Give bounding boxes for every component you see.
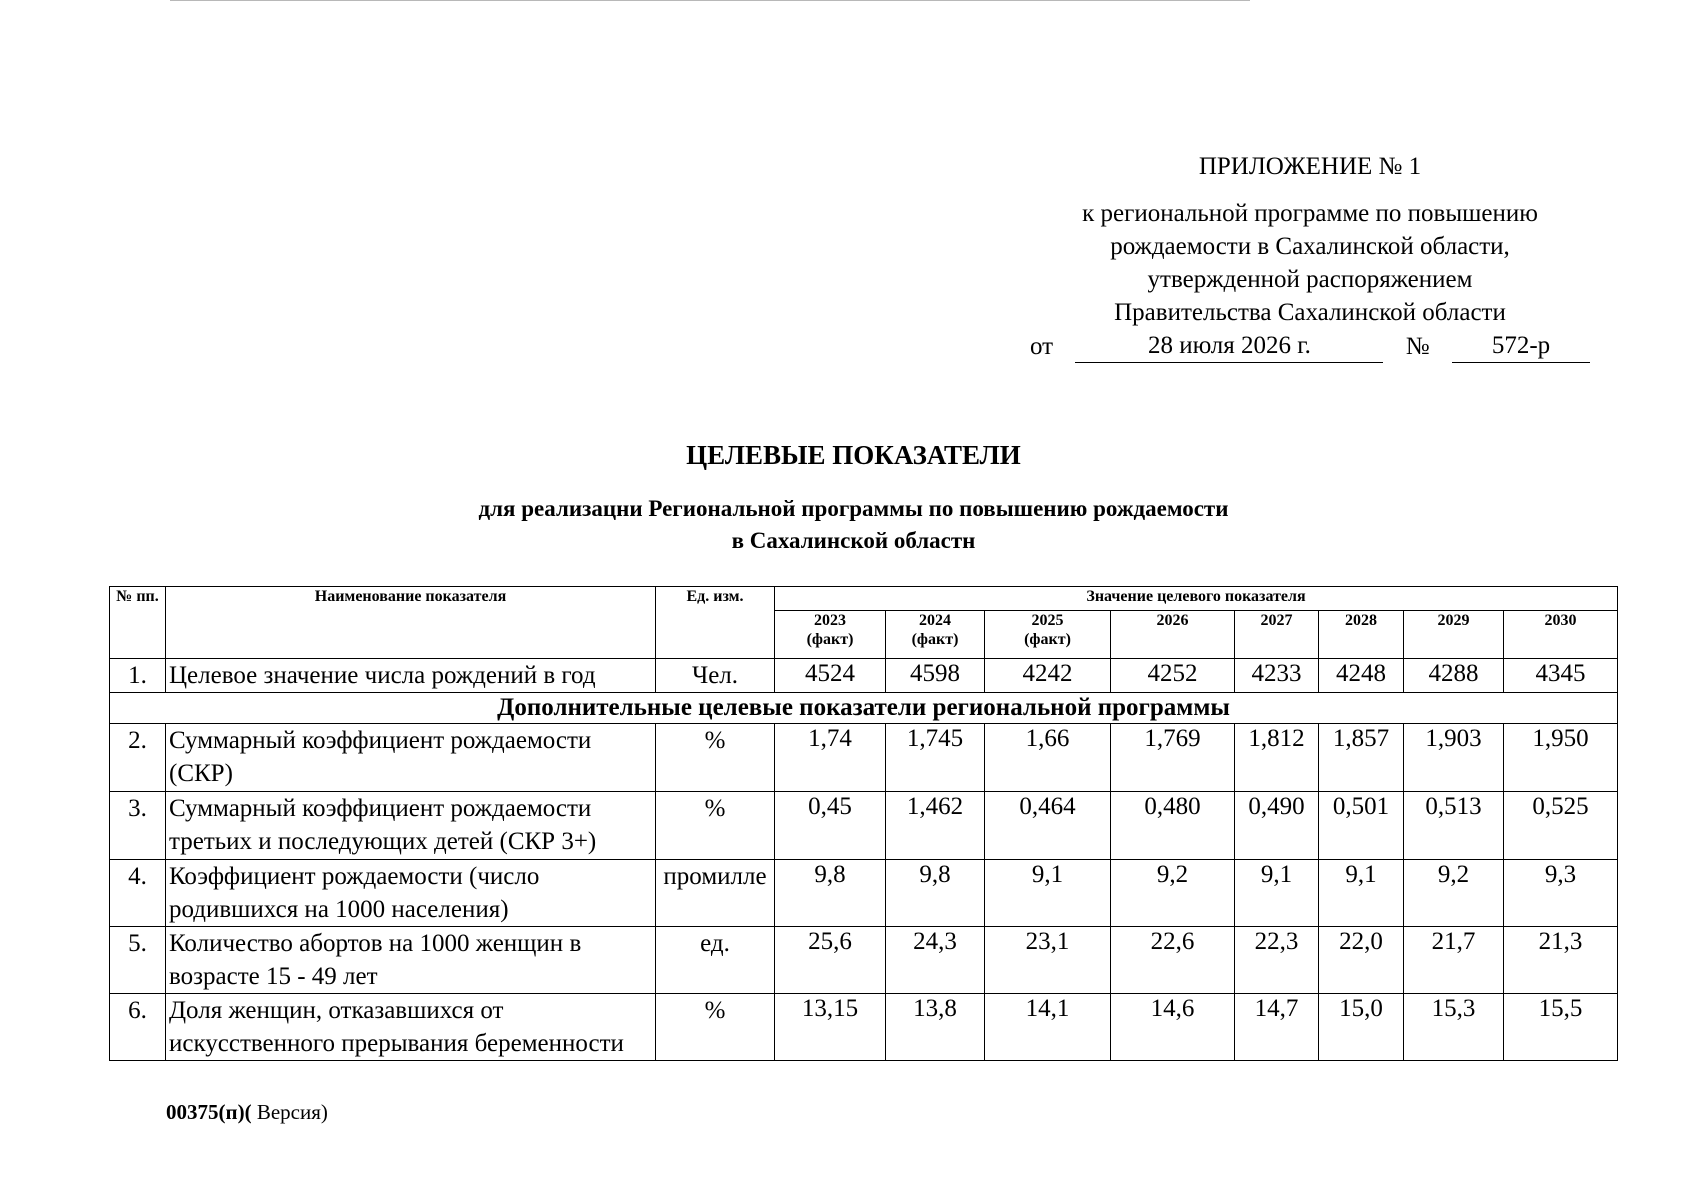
header-values: Значение целевого показателя	[775, 587, 1618, 611]
value-cell: 22,6	[1111, 927, 1235, 994]
appendix-block	[1000, 150, 1620, 363]
value-cell: 4288	[1404, 659, 1504, 693]
value-cell: 1,745	[886, 724, 985, 792]
value-cell: 9,8	[886, 860, 985, 927]
value-cell: 1,462	[886, 792, 985, 860]
value-cell: 9,1	[1319, 860, 1404, 927]
value-cell: 23,1	[985, 927, 1111, 994]
year-header: 2029	[1404, 611, 1504, 659]
order-date: 28 июля 2026 г.	[1075, 329, 1383, 363]
order-number: 572-р	[1452, 329, 1590, 363]
table-row	[110, 659, 1618, 693]
value-cell: 4345	[1504, 659, 1618, 693]
section-heading: Дополнительные целевые показатели региональной программы	[110, 693, 1618, 724]
value-cell: 1,74	[775, 724, 886, 792]
indicator-unit: %	[656, 994, 775, 1061]
row-number: 5.	[110, 927, 166, 994]
table-row	[110, 994, 1618, 1061]
value-cell: 21,7	[1404, 927, 1504, 994]
value-cell: 15,5	[1504, 994, 1618, 1061]
indicator-unit: Чел.	[656, 659, 775, 693]
appendix-line: рождаемости в Сахалинской области,	[1110, 233, 1510, 260]
value-cell: 1,950	[1504, 724, 1618, 792]
table-row	[110, 927, 1618, 994]
value-cell: 4233	[1235, 659, 1319, 693]
row-number: 3.	[110, 792, 166, 860]
indicator-name: Целевое значение числа рождений в год	[166, 659, 656, 693]
value-cell: 24,3	[886, 927, 985, 994]
appendix-title: ПРИЛОЖЕНИЕ № 1	[1198, 153, 1422, 180]
appendix-line: утвержденной распоряжением	[1147, 266, 1473, 293]
subtitle-line: для реализацни Региональной программы по повышению рождаемости	[478, 496, 1229, 521]
value-cell: 1,857	[1319, 724, 1404, 792]
indicator-unit: %	[656, 724, 775, 792]
value-cell: 0,490	[1235, 792, 1319, 860]
value-cell: 13,8	[886, 994, 985, 1061]
indicator-unit: ед.	[656, 927, 775, 994]
value-cell: 4598	[886, 659, 985, 693]
table-row	[110, 792, 1618, 860]
row-number: 6.	[110, 994, 166, 1061]
value-cell: 1,812	[1235, 724, 1319, 792]
year-header: 2026	[1111, 611, 1235, 659]
row-number: 4.	[110, 860, 166, 927]
from-label: от	[1030, 333, 1054, 360]
value-cell: 14,7	[1235, 994, 1319, 1061]
header-unit: Ед. изм.	[656, 587, 775, 659]
value-cell: 9,2	[1111, 860, 1235, 927]
value-cell: 0,513	[1404, 792, 1504, 860]
value-cell: 9,1	[1235, 860, 1319, 927]
value-cell: 0,45	[775, 792, 886, 860]
document-code	[166, 1100, 328, 1125]
table-row	[110, 860, 1618, 927]
header-name: Наименование показателя	[166, 587, 656, 659]
indicator-name: Суммарный коэффициент рождаемости (СКР)	[166, 724, 656, 792]
value-cell: 15,0	[1319, 994, 1404, 1061]
value-cell: 13,15	[775, 994, 886, 1061]
indicators-table	[109, 586, 1618, 1061]
indicator-name: Количество абортов на 1000 женщин в возрасте 15 - 49 лет	[166, 927, 656, 994]
table-row	[110, 724, 1618, 792]
row-number: 2.	[110, 724, 166, 792]
value-cell: 1,769	[1111, 724, 1235, 792]
document-subtitle	[0, 493, 1707, 557]
value-cell: 15,3	[1404, 994, 1504, 1061]
value-cell: 22,3	[1235, 927, 1319, 994]
value-cell: 0,480	[1111, 792, 1235, 860]
value-cell: 9,8	[775, 860, 886, 927]
year-header: 2025 (факт)	[985, 611, 1111, 659]
appendix-line: Правительства Сахалинской области	[1114, 299, 1506, 326]
value-cell: 14,6	[1111, 994, 1235, 1061]
number-label: №	[1405, 333, 1430, 360]
indicator-name: Суммарный коэффициент рождаемости третьих и последующих детей (СКР 3+)	[166, 792, 656, 860]
subtitle-line: в Сахалинской областн	[731, 528, 976, 553]
value-cell: 1,903	[1404, 724, 1504, 792]
indicator-name: Коэффициент рождаемости (число родившихся на 1000 населения)	[166, 860, 656, 927]
value-cell: 21,3	[1504, 927, 1618, 994]
value-cell: 4242	[985, 659, 1111, 693]
header-num: № пп.	[110, 587, 166, 659]
year-header: 2030	[1504, 611, 1618, 659]
value-cell: 0,525	[1504, 792, 1618, 860]
value-cell: 0,464	[985, 792, 1111, 860]
value-cell: 4524	[775, 659, 886, 693]
document-title: ЦЕЛЕВЫЕ ПОКАЗАТЕЛИ	[686, 440, 1021, 470]
value-cell: 9,2	[1404, 860, 1504, 927]
value-cell: 22,0	[1319, 927, 1404, 994]
scan-top-rule	[170, 0, 1250, 1]
value-cell: 9,1	[985, 860, 1111, 927]
document-code-number: 00375(п)(	[166, 1100, 252, 1124]
value-cell: 25,6	[775, 927, 886, 994]
value-cell: 4248	[1319, 659, 1404, 693]
value-cell: 14,1	[985, 994, 1111, 1061]
row-number: 1.	[110, 659, 166, 693]
indicator-name: Доля женщин, отказавшихся от искусственного прерывания беременности	[166, 994, 656, 1061]
document-version: Версия)	[251, 1100, 328, 1124]
year-header: 2024 (факт)	[886, 611, 985, 659]
year-header: 2023 (факт)	[775, 611, 886, 659]
value-cell: 4252	[1111, 659, 1235, 693]
indicator-unit: промилле	[656, 860, 775, 927]
appendix-line: к региональной программе по повышению	[1082, 200, 1538, 227]
year-header: 2027	[1235, 611, 1319, 659]
indicator-unit: %	[656, 792, 775, 860]
section-row	[110, 693, 1618, 724]
year-header: 2028	[1319, 611, 1404, 659]
order-reference	[1030, 329, 1590, 363]
header-row	[110, 587, 1618, 611]
value-cell: 1,66	[985, 724, 1111, 792]
value-cell: 0,501	[1319, 792, 1404, 860]
value-cell: 9,3	[1504, 860, 1618, 927]
